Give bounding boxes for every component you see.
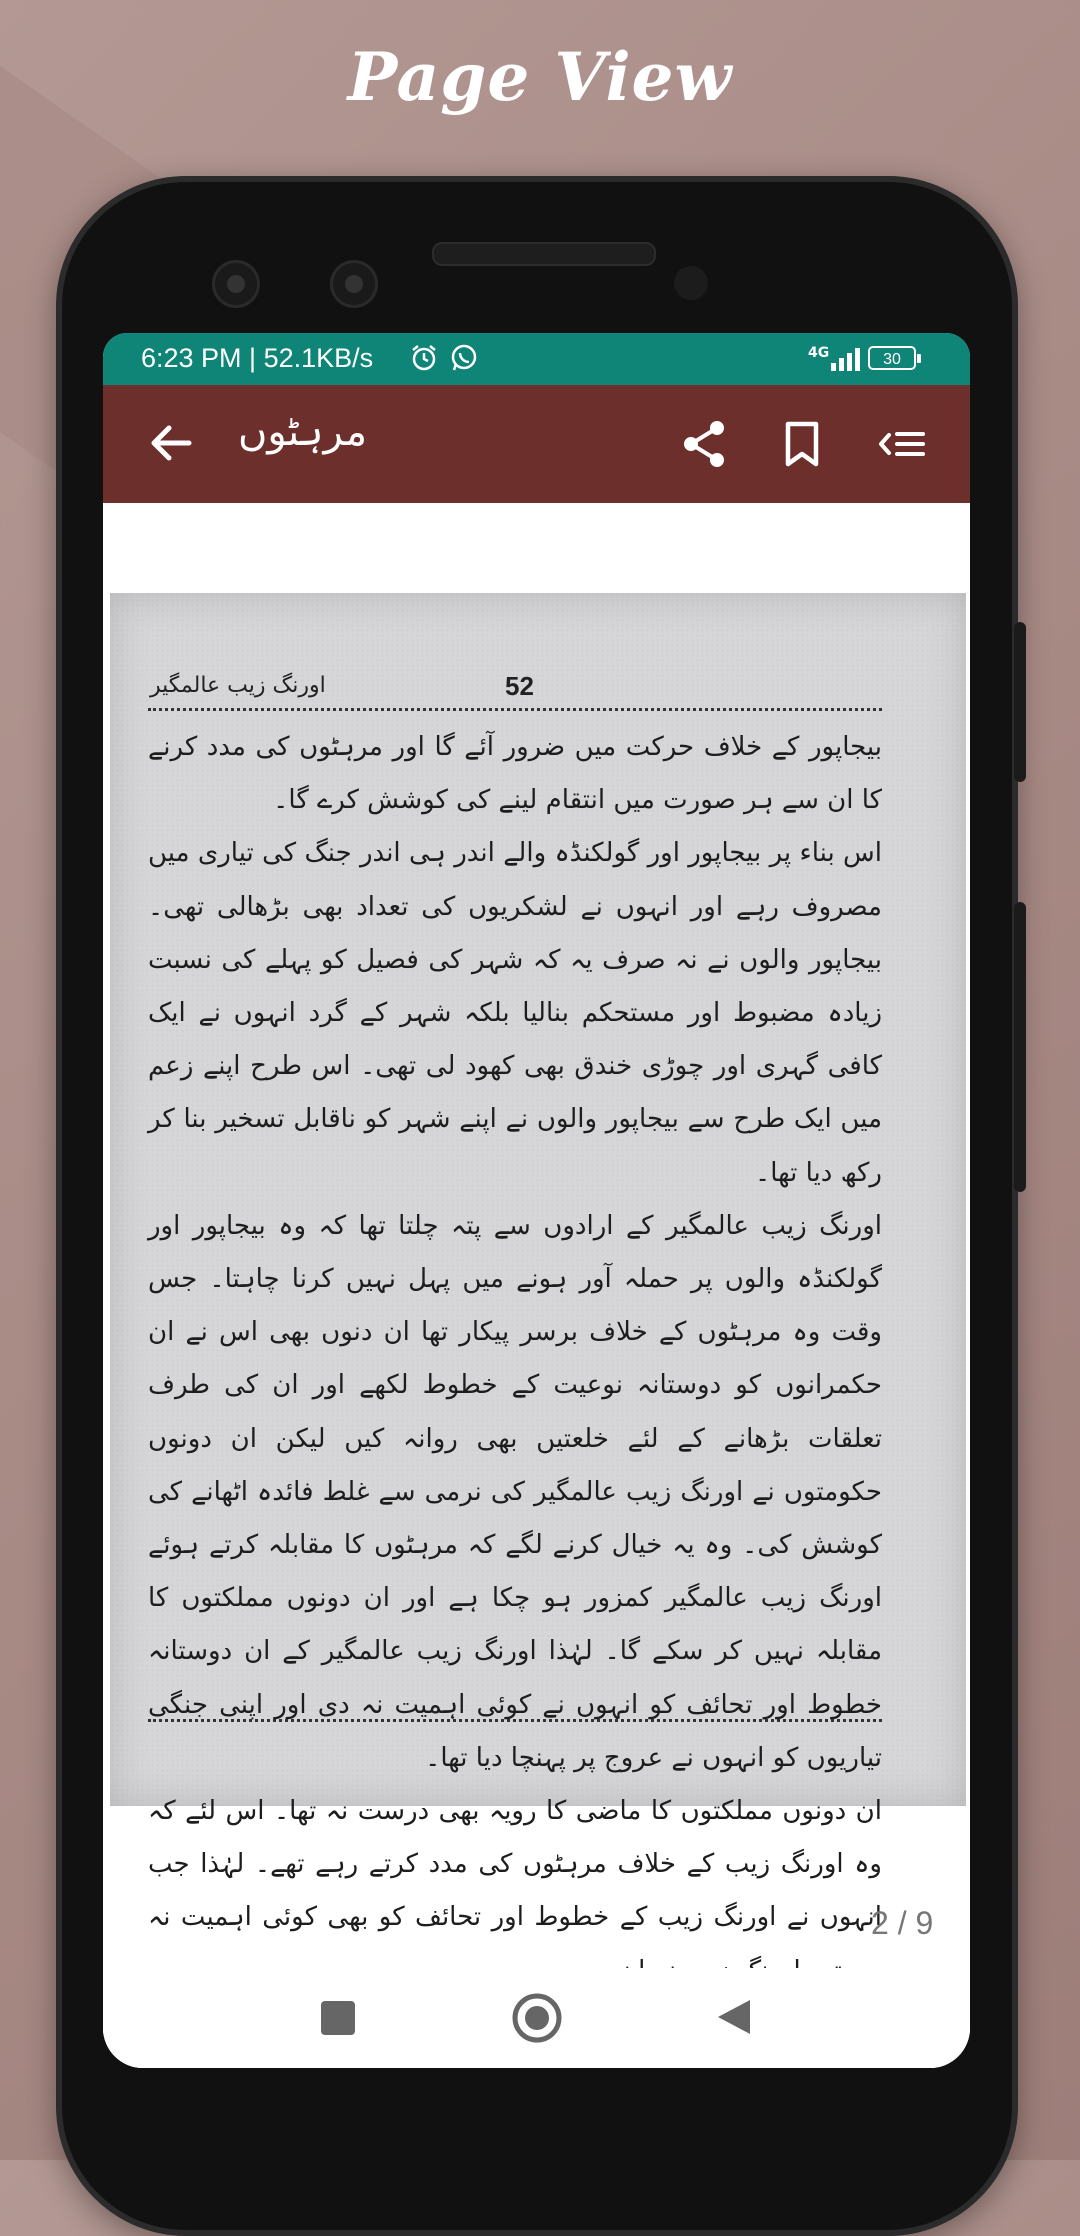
proximity-sensor <box>674 266 708 300</box>
arrow-left-icon[interactable] <box>143 415 199 471</box>
circle-home-icon[interactable] <box>511 1992 563 2048</box>
page-counter: 2 / 9 <box>871 1905 934 1941</box>
bookmark-icon[interactable] <box>773 415 831 473</box>
page-header <box>150 671 882 711</box>
running-header: اورنگ زیب عالمگیر <box>150 673 326 698</box>
earpiece-speaker <box>432 242 656 266</box>
paragraph: اورنگ زیب عالمگیر کے ارادوں سے پتہ چلتا تھا کہ وہ بیجاپور اور گولکنڈہ والوں پر حملہ آور ہونے میں پہل نہیں کرنا چاہتا۔ جس وقت وہ مرہٹوں کے خلاف برسر پیکار تھا ان دنوں بھی اس نے ان حکمرانوں کو دوستانہ نوعیت کے خطوط لکھے اور ان کی طرف تعلقات بڑھانے کے لئے خلعتیں بھی روانہ کیں لیکن ان دونوں حکومتوں نے اورنگ زیب عالمگیر کی نرمی سے غلط فائدہ اٹھانے کی کوشش کی۔ وہ یہ خیال کرنے لگے کہ مرہٹوں کا مقابلہ کرتے ہوئے اورنگ زیب عالمگیر کمزور ہو چکا ہے اور ان دونوں مملکتوں کا مقابلہ نہیں کر سکے گا۔ لہٰذا اورنگ زیب عالمگیر کے ان دوستانہ خطوط اور تحائف کو انہوں نے کوئی اہمیت نہ دی اور اپنی جنگی تیاریوں کو انہوں نے عروج پر پہنچا دیا تھا۔ <box>148 1210 882 1773</box>
promo-headline: Page View <box>347 38 733 116</box>
navigation-bar <box>103 1968 970 2068</box>
volume-button <box>1014 902 1026 1192</box>
status-bar <box>103 333 970 385</box>
footer-divider <box>148 1719 882 1722</box>
whatsapp-icon <box>449 343 479 380</box>
signal-bars-icon <box>831 347 867 371</box>
header-divider <box>148 708 882 711</box>
paragraph: بیجاپور کے خلاف حرکت میں ضرور آئے گا اور مرہٹوں کی مدد کرنے کا ان سے ہر صورت میں انتقام لینے کی کوشش کرے گا۔ <box>148 732 882 816</box>
list-back-icon[interactable] <box>873 415 931 473</box>
status-time-speed: 6:23 PM | 52.1KB/s <box>141 343 374 373</box>
page-viewer[interactable] <box>103 503 970 2068</box>
square-recents-icon[interactable] <box>320 2000 356 2040</box>
phone-screen <box>103 333 970 2068</box>
app-toolbar <box>103 385 970 503</box>
alarm-icon <box>409 343 439 380</box>
paragraph: ان دونوں مملکتوں کا ماضی کا رویہ بھی درست نہ تھا۔ اس لئے کہ وہ اورنگ زیب کے خلاف مرہٹوں کی مدد کرتے رہے تھے۔ لہٰذا جب انہوں نے اورنگ زیب کے خطوط اور تحائف کو بھی کوئی اہمیت نہ <box>148 1796 882 1933</box>
paragraph: اس بناء پر بیجاپور اور گولکنڈہ والے اندر ہی اندر جنگ کی تیاری میں مصروف رہے اور انہوں نے لشکریوں کی تعداد بھی بڑھالی تھی۔ بیجاپور والوں نے نہ صرف یہ کہ شہر کی فصیل کو پہلے کی نسبت زیادہ مضبوط اور مستحکم بنالیا بلکہ شہر کے گرد انہوں نے ایک کافی گہری اور چوڑی خندق بھی کھود لی تھی۔ اس طرح اپنے زعم میں ایک طرح سے بیجاپور والوں نے اپنے شہر کو ناقابل تسخیر بنا کر رکھ دیا تھا۔ <box>148 838 882 1188</box>
front-camera <box>212 260 260 308</box>
toolbar-title: مرہٹوں <box>238 409 368 455</box>
triangle-back-icon[interactable] <box>716 1998 752 2040</box>
page-text <box>148 721 882 1998</box>
page-number: 52 <box>505 671 534 701</box>
network-type-label: 4G <box>808 345 830 361</box>
share-icon[interactable] <box>675 415 733 473</box>
power-button <box>1014 622 1026 782</box>
battery-icon: 30 <box>868 346 916 370</box>
front-camera-secondary <box>330 260 378 308</box>
